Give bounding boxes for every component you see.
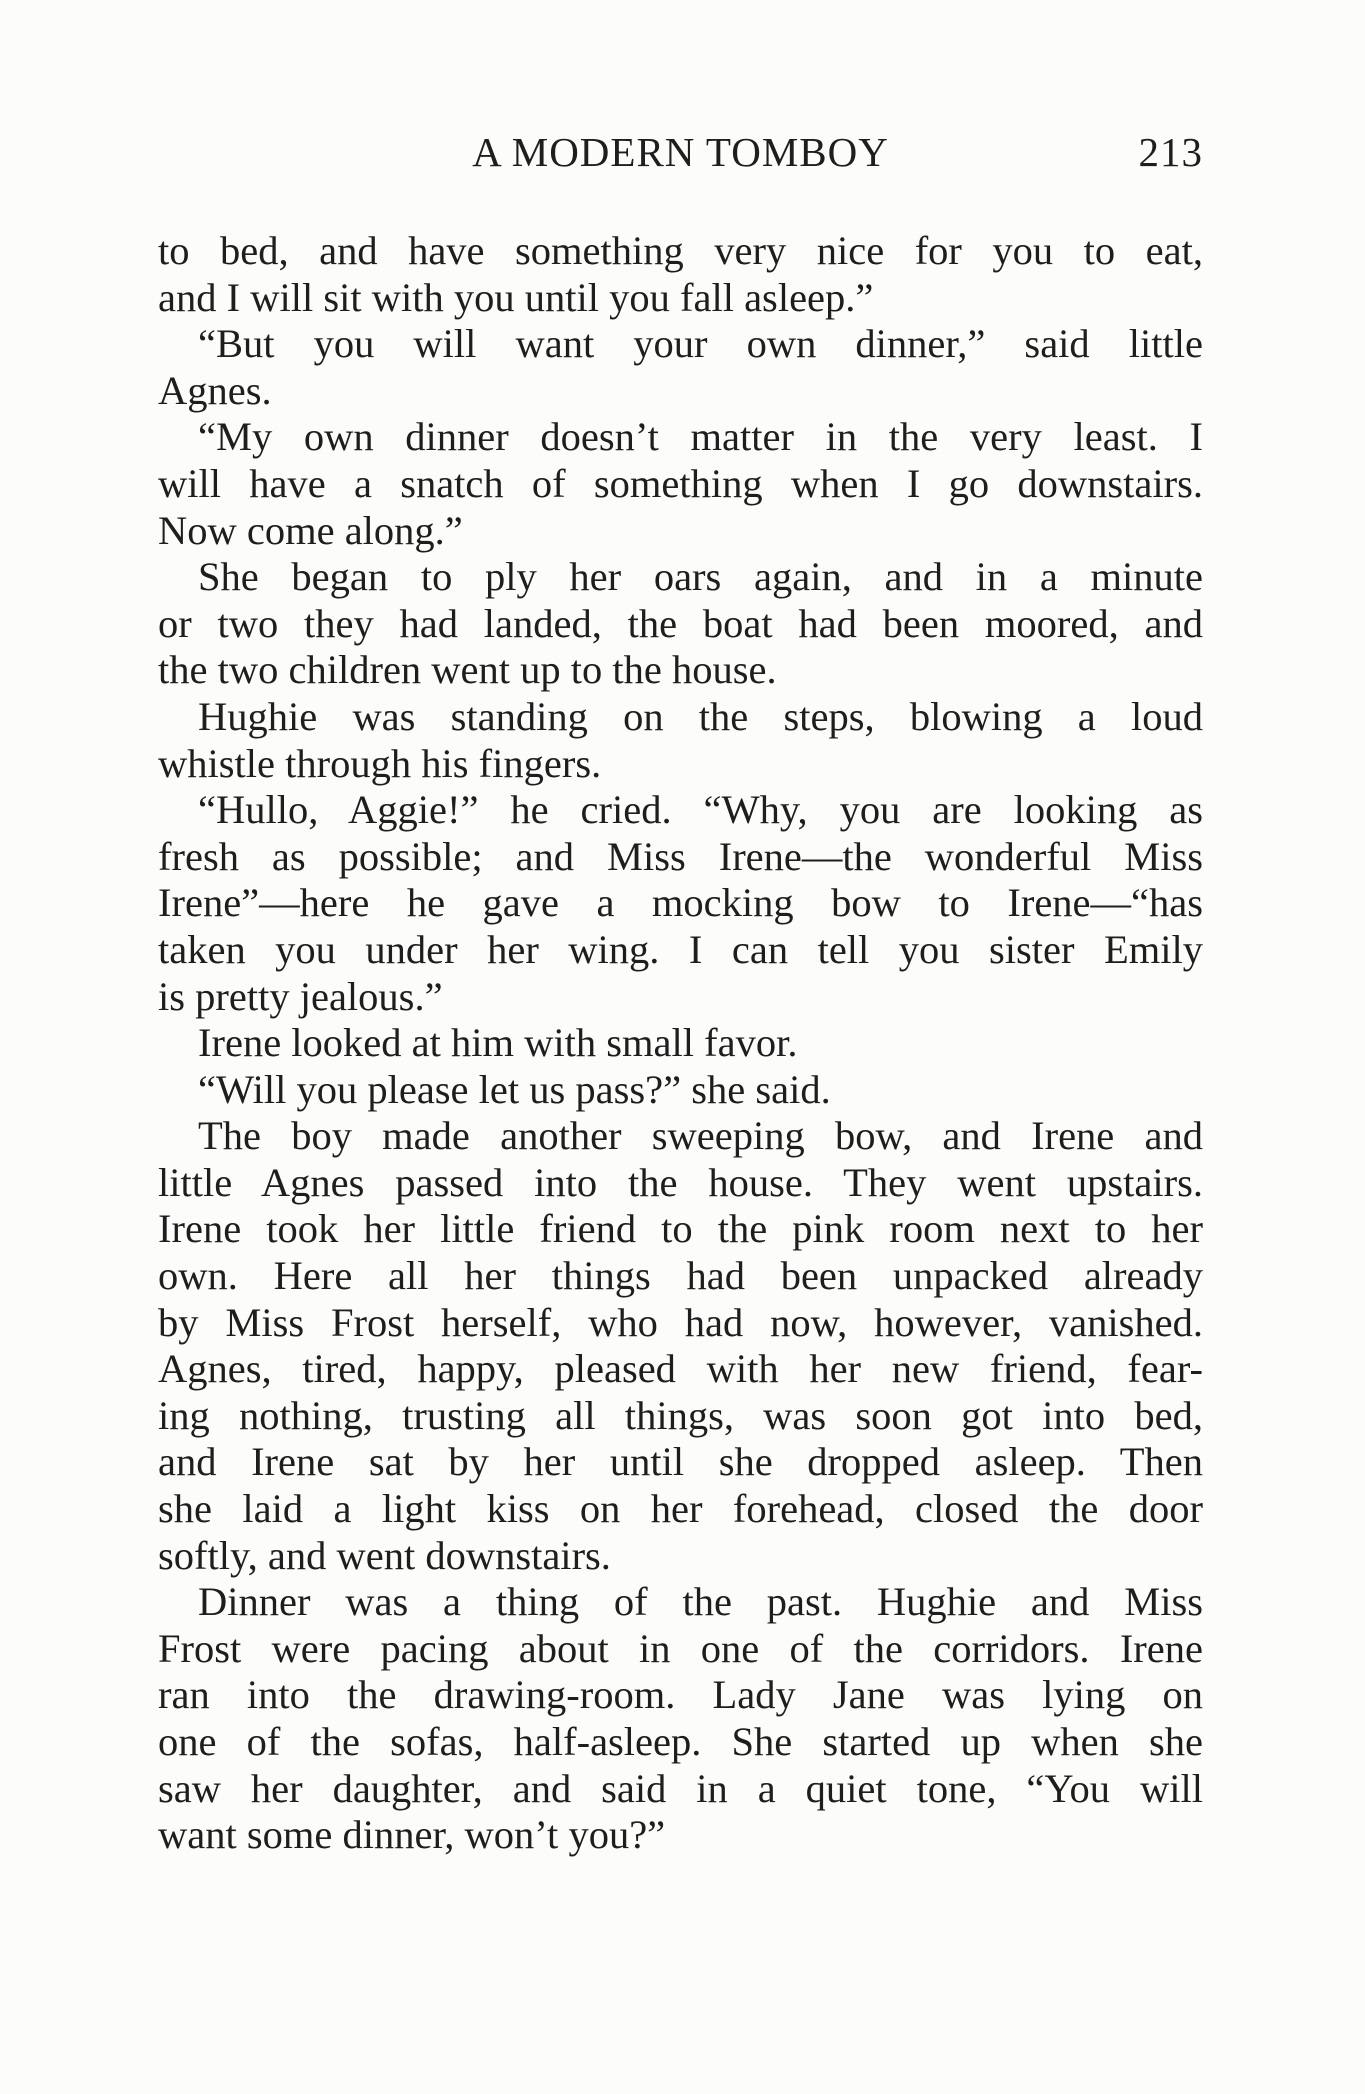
text-line: is pretty jealous.” <box>158 973 443 1019</box>
text-line: fresh as possible; and Miss Irene—the wonderful Miss <box>158 833 1203 879</box>
text-line: Now come along.” <box>158 507 463 553</box>
text-line: Frost were pacing about in one of the corridors. Irene <box>158 1625 1203 1671</box>
text-line: by Miss Frost herself, who had now, however, vanished. <box>158 1299 1203 1345</box>
text-line: Irene took her little friend to the pink room next to her <box>158 1206 1203 1252</box>
text-line: She began to ply her oars again, and in a minute <box>198 554 1203 600</box>
text-line: want some dinner, won’t you?” <box>158 1812 666 1858</box>
text-line: The boy made another sweeping bow, and Irene and <box>198 1113 1203 1159</box>
running-head <box>158 126 1203 178</box>
text-line: “Hullo, Aggie!” he cried. “Why, you are looking as <box>198 787 1203 833</box>
text-line: taken you under her wing. I can tell you sister Emily <box>158 926 1203 972</box>
text-line: saw her daughter, and said in a quiet tone, “You will <box>158 1765 1203 1811</box>
text-line: ing nothing, trusting all things, was soon got into bed, <box>158 1392 1203 1438</box>
text-line: “But you will want your own dinner,” said little <box>198 321 1203 367</box>
text-line: will have a snatch of something when I go downstairs. <box>158 460 1203 506</box>
text-line: whistle through his fingers. <box>158 740 602 786</box>
text-line: Dinner was a thing of the past. Hughie and Miss <box>198 1579 1203 1625</box>
text-line: Hughie was standing on the steps, blowing a loud <box>198 693 1203 739</box>
text-line: the two children went up to the house. <box>158 647 777 693</box>
text-line: she laid a light kiss on her forehead, closed the door <box>158 1486 1203 1532</box>
text-line: “My own dinner doesn’t matter in the very least. I <box>198 414 1203 460</box>
text-line: to bed, and have something very nice for you to eat, <box>158 228 1203 273</box>
text-line: own. Here all her things had been unpacked already <box>158 1253 1203 1299</box>
text-line: and Irene sat by her until she dropped asleep. Then <box>158 1439 1203 1485</box>
page-number: 213 <box>1138 129 1203 175</box>
text-line: or two they had landed, the boat had been moored, and <box>158 600 1203 646</box>
text-line: softly, and went downstairs. <box>158 1532 611 1578</box>
text-line: “Will you please let us pass?” she said. <box>198 1066 831 1112</box>
text-line: one of the sofas, half-asleep. She started up when she <box>158 1719 1203 1764</box>
text-line: ran into the drawing-room. Lady Jane was lying on <box>158 1672 1203 1718</box>
text-line: Agnes, tired, happy, pleased with her new friend, fear- <box>158 1346 1203 1392</box>
text-line: Irene looked at him with small favor. <box>198 1020 798 1066</box>
text-line: little Agnes passed into the house. They went upstairs. <box>158 1159 1203 1205</box>
text-line: and I will sit with you until you fall asleep.” <box>158 274 874 320</box>
running-title: A MODERN TOMBOY <box>472 129 889 175</box>
text-line: Agnes. <box>158 367 272 413</box>
text-line: Irene”—here he gave a mocking bow to Irene—“has <box>158 880 1203 926</box>
body-text <box>158 228 1203 1859</box>
